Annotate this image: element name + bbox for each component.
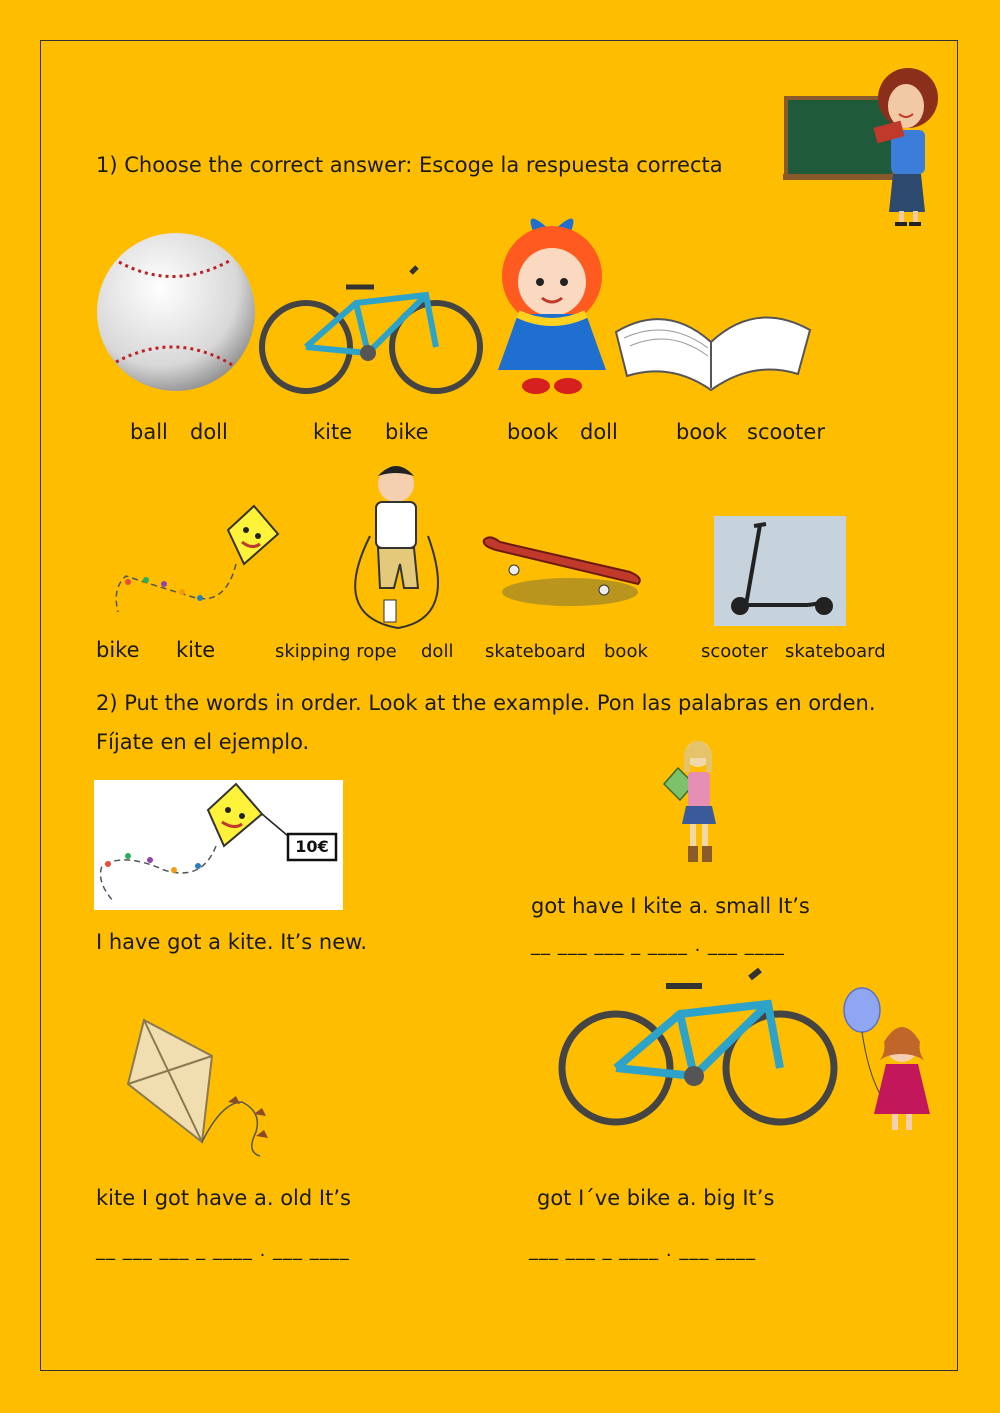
jumping-rope-boy-image: [340, 462, 448, 632]
exercise-c-words: got I´ve bike a. big It’s: [537, 1186, 775, 1210]
girl-with-kite-image: [662, 738, 728, 864]
section2-title-line2: Fíjate en el ejemplo.: [96, 730, 310, 754]
option-scooter[interactable]: scooter: [701, 641, 768, 662]
option-ball[interactable]: ball: [130, 420, 168, 444]
example-image-box: [94, 780, 343, 910]
option-doll[interactable]: doll: [190, 420, 228, 444]
scooter-image: [714, 516, 846, 626]
baseball-image: [94, 232, 258, 392]
option-doll[interactable]: doll: [580, 420, 618, 444]
price-tag: 10€: [295, 837, 329, 856]
option-book[interactable]: book: [604, 641, 648, 662]
kite-image: [106, 502, 284, 628]
bicycle-image: [256, 265, 482, 395]
option-scooter[interactable]: scooter: [747, 420, 825, 444]
open-book-image: [616, 292, 810, 392]
teacher-with-blackboard-image: [783, 66, 943, 231]
exercise-a-answer-blanks[interactable]: __ ___ ___ _ ____ . ___ ____: [531, 935, 785, 956]
exercise-b-words: kite I got have a. old It’s: [96, 1186, 351, 1210]
exercise-c-answer-blanks[interactable]: ___ ___ _ ____ . ___ ____: [529, 1240, 757, 1261]
old-kite-image: [124, 1018, 282, 1158]
option-skateboard[interactable]: skateboard: [485, 641, 586, 662]
option-book[interactable]: book: [676, 420, 728, 444]
girl-with-balloon-image: [842, 986, 936, 1140]
big-bicycle-image: [554, 968, 838, 1128]
option-doll[interactable]: doll: [421, 641, 454, 662]
option-bike[interactable]: bike: [96, 638, 140, 662]
option-skipping-rope[interactable]: skipping rope: [275, 641, 397, 662]
option-kite[interactable]: kite: [176, 638, 216, 662]
option-kite[interactable]: kite: [313, 420, 353, 444]
exercise-a-words: got have I kite a. small It’s: [531, 894, 810, 918]
doll-image: [482, 202, 622, 396]
example-sentence: I have got a kite. It’s new.: [96, 930, 368, 954]
option-book[interactable]: book: [507, 420, 559, 444]
section1-title: 1) Choose the correct answer: Escoge la respuesta correcta: [96, 153, 723, 177]
section2-title-line1: 2) Put the words in order. Look at the example. Pon las palabras en orden.: [96, 691, 876, 715]
option-skateboard[interactable]: skateboard: [785, 641, 886, 662]
skateboard-image: [482, 536, 642, 610]
option-bike[interactable]: bike: [385, 420, 429, 444]
exercise-b-answer-blanks[interactable]: __ ___ ___ _ ____ . ___ ____: [96, 1240, 350, 1261]
